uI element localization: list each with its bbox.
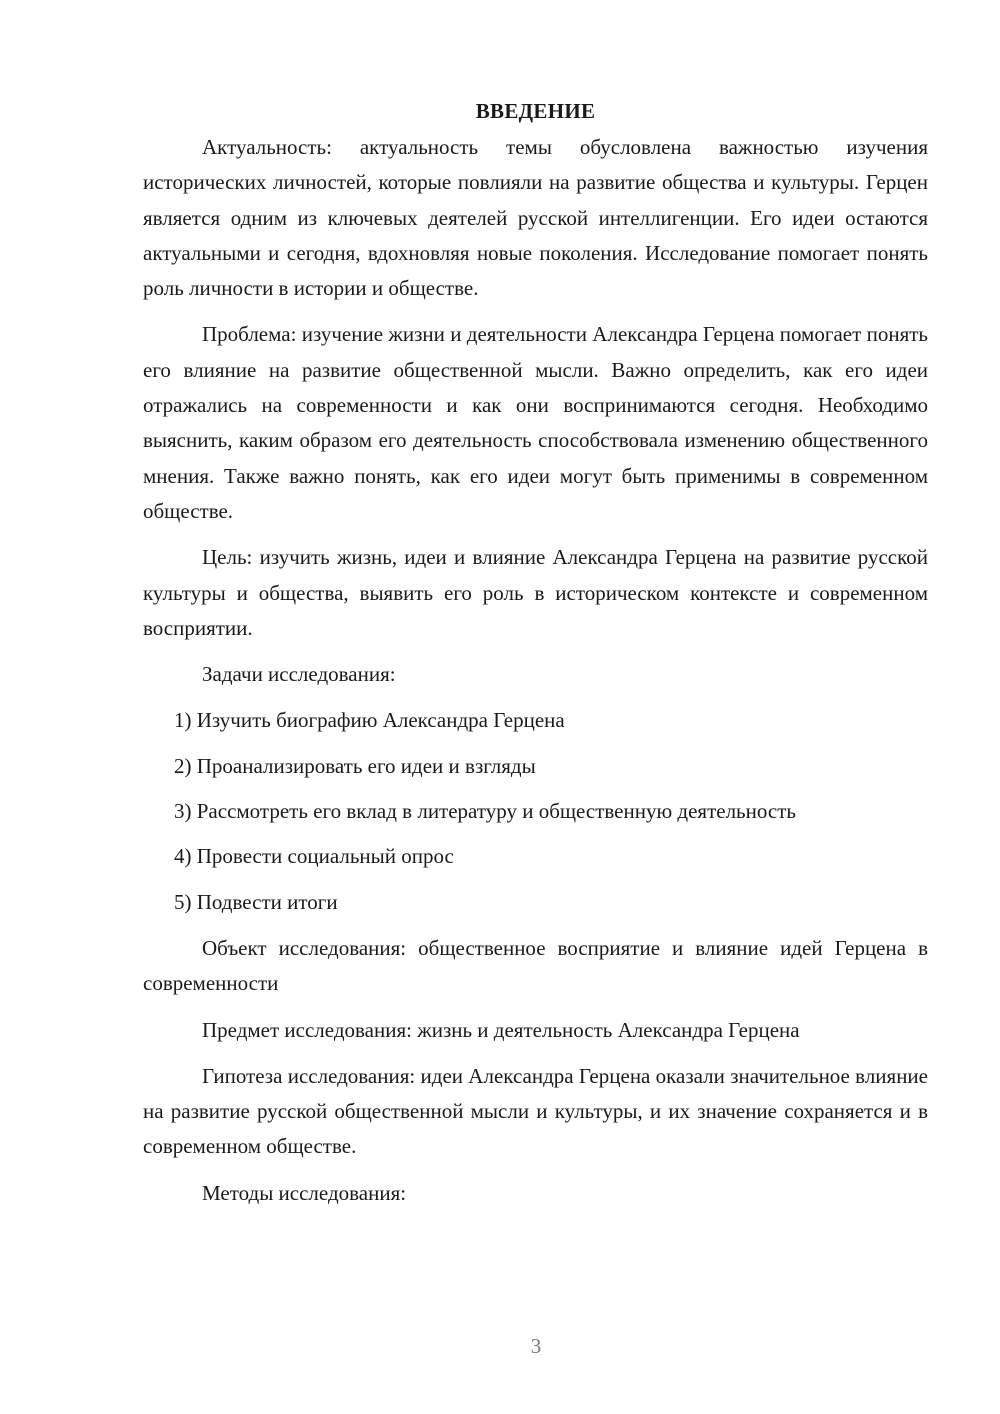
list-item: 4) Провести социальный опрос [174,844,454,869]
page-number: 3 [530,1334,542,1358]
page-title: ВВЕДЕНИЕ [475,99,596,123]
object-paragraph: Объект исследования: общественное восприятие и влияние идей Герцена в современности [143,935,928,996]
goal-paragraph: Цель: изучить жизнь, идеи и влияние Александра Герцена на развитие русской культуры и общества, выявить его роль в историческом контексте и современном восприятии. [143,545,928,640]
list-item: 3) Рассмотреть его вклад в литературу и общественную деятельность [174,799,796,824]
hypothesis-paragraph: Гипотеза исследования: идеи Александра Герцена оказали значительное влияние на развитие русской общественной мысли и культуры, и их значение сохраняется и в современном обществе. [143,1063,928,1159]
relevance-paragraph: Актуальность: актуальность темы обусловлена важностью изучения исторических личностей, которые повлияли на развитие общества и культуры. Герцен является одним из ключевых деятелей русской интеллигенции. Его идеи остаются актуальными и сегодня, вдохновляя новые поколения. Исследование помогает понять роль личности в истории и обществе. [143,135,928,301]
document-page [143,96,928,1211]
tasks-heading: Задачи исследования: [202,662,396,687]
list-item: 5) Подвести итоги [174,889,338,914]
list-item: 2) Проанализировать его идеи и взгляды [174,753,536,778]
list-item: 1) Изучить биографию Александра Герцена [174,708,565,733]
problem-paragraph: Проблема: изучение жизни и деятельности Александра Герцена помогает понять его влияние на развитие общественной мысли. Важно определить, как его идеи отражались на современности и как они воспринимаются сегодня. Необходимо выяснить, каким образом его деятельность способствовала изменению общественного мнения. Также важно понять, как его идеи могут быть применимы в современном обществе. [143,322,928,523]
methods-heading: Методы исследования: [202,1180,407,1205]
subject-paragraph: Предмет исследования: жизнь и деятельность Александра Герцена [202,1017,800,1042]
tasks-list [143,703,928,919]
